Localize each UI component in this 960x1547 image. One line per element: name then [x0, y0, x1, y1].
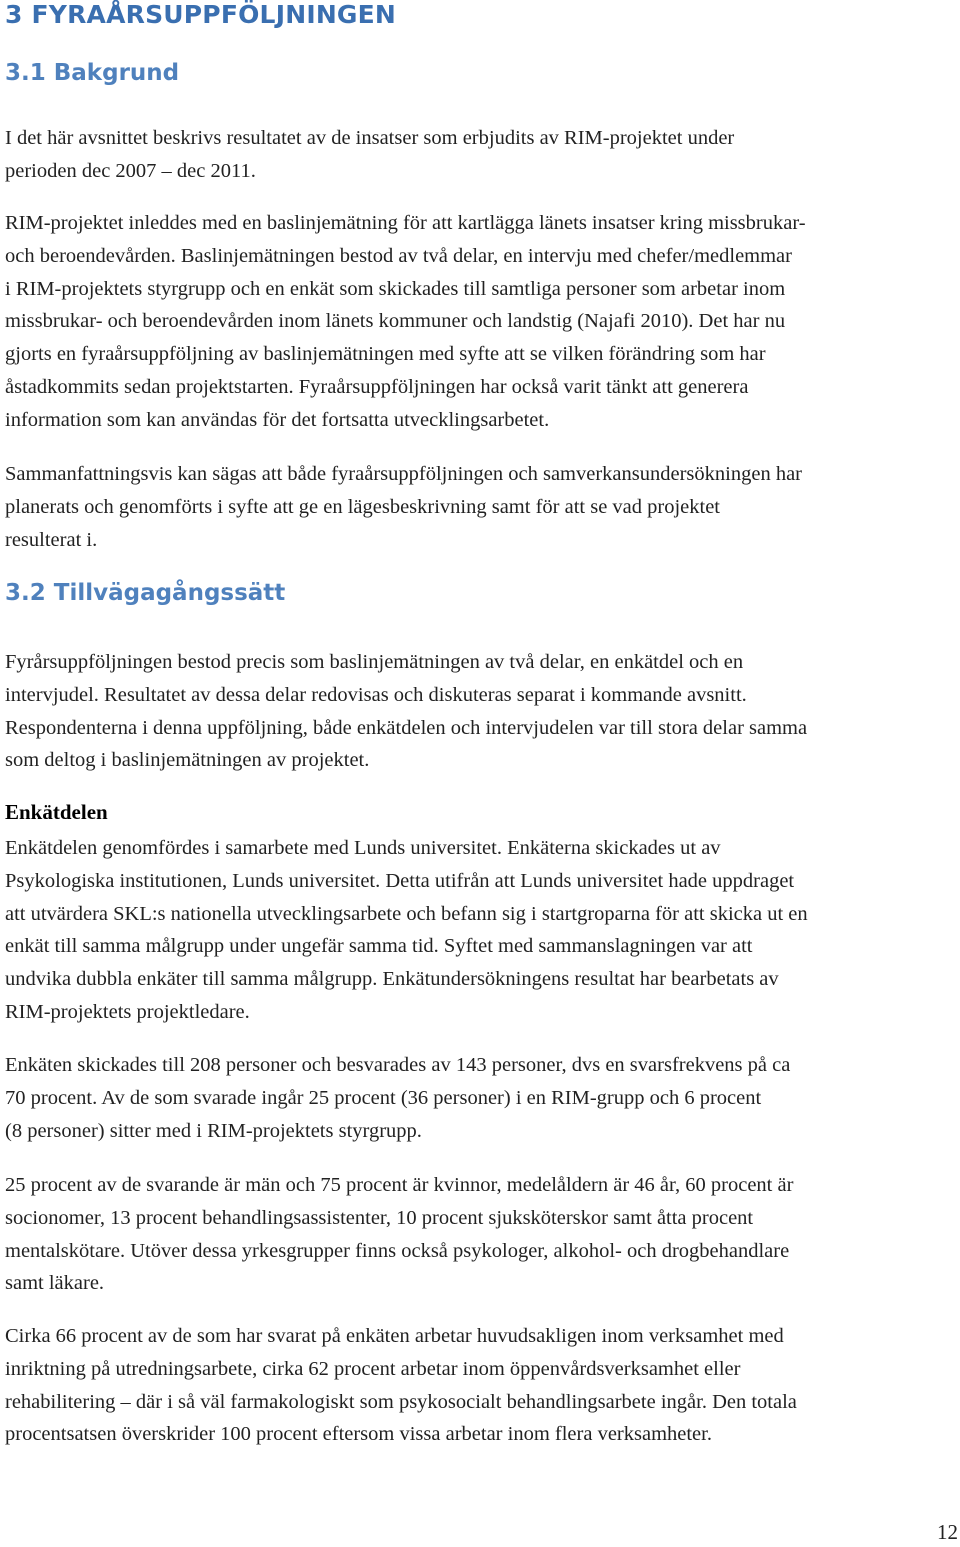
text-line: perioden dec 2007 – dec 2011. [5, 159, 256, 182]
text-line: intervjudel. Resultatet av dessa delar redovisas och diskuteras separat i kommande avsnitt. [5, 683, 747, 706]
text-line: information som kan användas för det fortsatta utvecklingsarbetet. [5, 408, 550, 431]
subsection-heading-enkatdelen: Enkätdelen [5, 800, 108, 824]
text-line: socionomer, 13 procent behandlingsassistenter, 10 procent sjuksköterskor samt åtta procent [5, 1206, 754, 1229]
text-line: Fyrårsuppföljningen bestod precis som baslinjemätningen av två delar, en enkätdel och en [5, 651, 744, 673]
text-line: (8 personer) sitter med i RIM-projektets styrgrupp. [5, 1119, 422, 1142]
paragraph-verksamhet [5, 1320, 960, 1451]
text-line: planerats och genomförts i syfte att ge en lägesbeskrivning samt för att se vad projektet [5, 495, 721, 518]
text-line: Psykologiska institutionen, Lunds universitet. Detta utifrån att Lunds universitet hade uppdraget [5, 869, 795, 892]
section-heading-tillvagagangssatt: 3.2 Tillvägagångssätt [5, 580, 286, 606]
text-line: gjorts en fyraårsuppföljning av baslinjemätningen med syfte att se vilken förändring som har [5, 343, 766, 366]
text-line: i RIM-projektets styrgrupp och en enkät som skickades till samtliga personer som arbetar inom [5, 277, 786, 300]
paragraph-baslinje [5, 207, 960, 437]
paragraph-sammanfattning [5, 458, 960, 556]
text-line: 25 procent av de svarande är män och 75 procent är kvinnor, medelåldern är 46 år, 60 procent är [5, 1174, 794, 1196]
text-line: Respondenterna i denna uppföljning, både enkätdelen och intervjudelen var till stora delar samma [5, 716, 808, 739]
text-line: mentalskötare. Utöver dessa yrkesgrupper finns också psykologer, alkohol- och drogbehandlare [5, 1239, 790, 1262]
page-number: 12 [937, 1520, 958, 1544]
text-line: RIM-projektets projektledare. [5, 1000, 250, 1023]
paragraph-demografi [5, 1169, 960, 1300]
text-line: Sammanfattningsvis kan sägas att både fyraårsuppföljningen och samverkansundersökningen har [5, 463, 803, 485]
paragraph-svarsfrekvens [5, 1049, 960, 1147]
text-line: resulterat i. [5, 528, 98, 551]
text-line: och beroendevården. Baslinjemätningen bestod av två delar, en intervju med chefer/medlemmar [5, 244, 792, 267]
text-line: missbrukar- och beroendevården inom länets kommuner och landstig (Najafi 2010). Det har nu [5, 310, 786, 333]
paragraph-enkatdelen [5, 832, 960, 1029]
text-line: undvika dubbla enkäter till samma målgrupp. Enkätundersökningens resultat har bearbetats av [5, 968, 779, 991]
text-line: procentsatsen överskrider 100 procent eftersom vissa arbetar inom flera verksamheter. [5, 1423, 712, 1446]
paragraph-intro [5, 122, 960, 188]
chapter-heading: 3 FYRAÅRSUPPFÖLJNINGEN [5, 0, 397, 29]
text-line: som deltog i baslinjemätningen av projektet. [5, 749, 370, 772]
text-line: samt läkare. [5, 1272, 105, 1295]
text-line: Cirka 66 procent av de som har svarat på enkäten arbetar huvudsakligen inom verksamhet med [5, 1325, 784, 1347]
text-line: rehabilitering – där i så väl farmakologiskt som psykosocialt behandlingsarbete ingår. Den totala [5, 1390, 797, 1413]
text-line: Enkäten skickades till 208 personer och besvarades av 143 personer, dvs en svarsfrekvens på ca [5, 1054, 791, 1076]
text-line: Enkätdelen genomfördes i samarbete med Lunds universitet. Enkäterna skickades ut av [5, 837, 721, 859]
text-line: I det här avsnittet beskrivs resultatet av de insatser som erbjudits av RIM-projektet under [5, 127, 735, 149]
text-line: RIM-projektet inleddes med en baslinjemätning för att kartlägga länets insatser kring missbrukar- [5, 212, 806, 234]
text-line: 70 procent. Av de som svarade ingår 25 procent (36 personer) i en RIM-grupp och 6 procent [5, 1086, 762, 1109]
text-line: att utvärdera SKL:s nationella utvecklingsarbete och befann sig i startgroparna för att skicka ut en [5, 902, 808, 925]
text-line: åstadkommits sedan projektstarten. Fyraårsuppföljningen har också varit tänkt att generera [5, 375, 749, 398]
section-heading-bakgrund: 3.1 Bakgrund [5, 60, 180, 86]
paragraph-fyrarsuppfoljning [5, 646, 960, 777]
text-line: inriktning på utredningsarbete, cirka 62 procent arbetar inom öppenvårdsverksamhet eller [5, 1357, 741, 1380]
text-line: enkät till samma målgrupp under ungefär samma tid. Syftet med sammanslagningen var att [5, 935, 753, 958]
